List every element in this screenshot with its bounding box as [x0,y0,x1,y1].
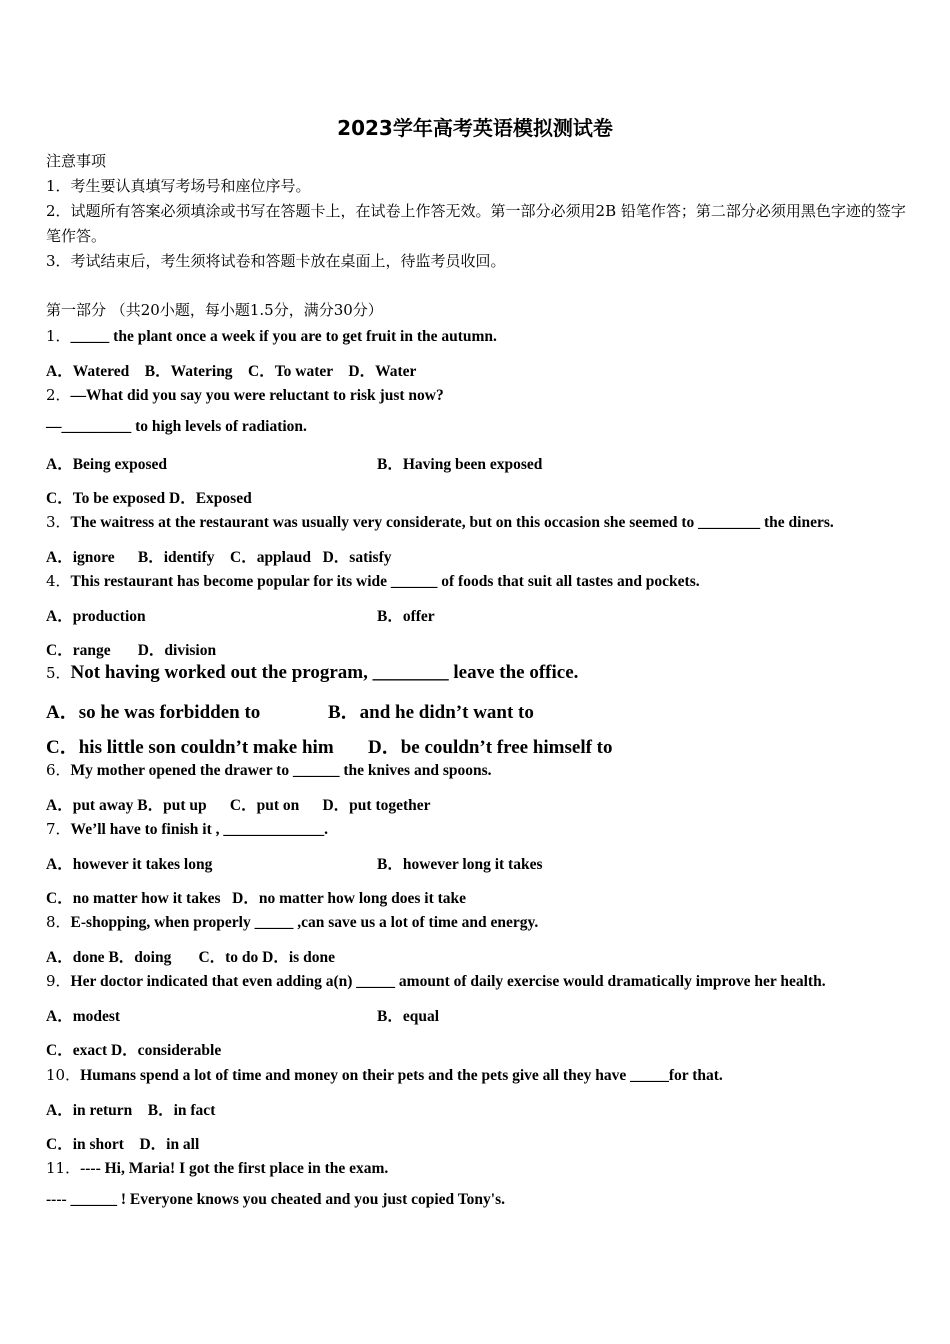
question-5-option-c: C．his little son couldn’t make him [46,737,334,758]
question-number: 6． [46,761,71,779]
question-text: _____ the plant once a week if you are to get fruit in the autumn. [70,328,497,345]
question-2-option-cd: C．To be exposed D．Exposed [46,490,252,507]
question-7-option-a: A．however it takes long [46,856,213,873]
question-5 [46,662,578,684]
notice-item: 2．试题所有答案必须填涂或书写在答题卡上，在试卷上作答无效。第一部分必须用2B 铅笔作答；第二部分必须用黑色字迹的签字笔作答。 [46,202,906,245]
question-text: Not having worked out the program, ________ leave the office. [70,662,579,683]
question-4-option-a: A．production [46,608,146,625]
question-5-option-d: D．be couldn’t free himself to [368,737,613,758]
question-number: 7． [46,820,71,838]
question-9 [46,970,826,991]
question-10-option-ab: A．in return B．in fact [46,1102,216,1119]
question-6-options: A．put away B．put up C．put on D．put together [46,797,431,814]
question-4-option-b: B．offer [377,608,435,625]
question-3-options: A．ignore B．identify C．applaud D．satisfy [46,549,392,566]
question-9-option-b: B．equal [377,1008,440,1025]
question-5-option-b: B．and he didn’t want to [328,702,534,723]
question-text: —What did you say you were reluctant to risk just now? [70,387,444,404]
question-number: 5． [46,664,71,682]
question-number: 9． [46,972,71,990]
question-9-option-cd: C．exact D．considerable [46,1042,222,1059]
question-7-option-cd: C．no matter how it takes D．no matter how long does it take [46,890,467,907]
question-text: This restaurant has become popular for its wide ______ of foods that suit all tastes and pockets. [70,573,700,590]
question-4-option-cd: C．range D．division [46,642,217,659]
question-8-options: A．done B．doing C．to do D．is done [46,949,335,966]
question-text: The waitress at the restaurant was usually very considerate, but on this occasion she seemed to ________ the diners. [70,514,834,531]
question-number: 4． [46,572,71,590]
question-text: Her doctor indicated that even adding a(n) _____ amount of daily exercise would dramatically improve her health. [70,973,826,990]
question-number: 2． [46,386,71,404]
question-5-option-a: A．so he was forbidden to [46,702,261,723]
notice-heading: 注意事项 [46,152,107,170]
question-number: 10． [46,1066,81,1084]
question-text: E-shopping, when properly _____ ,can save us a lot of time and energy. [70,914,539,931]
question-6 [46,759,492,780]
question-2 [46,384,444,405]
question-number: 11． [46,1159,81,1177]
notice-item: 3．考试结束后，考生须将试卷和答题卡放在桌面上，待监考员收回。 [46,252,506,270]
question-text: ---- Hi, Maria! I got the first place in the exam. [80,1160,389,1177]
page-title: 2023学年高考英语模拟测试卷 [337,116,613,140]
question-number: 8． [46,913,71,931]
question-4 [46,570,700,591]
section-heading: 第一部分 （共20小题，每小题1.5分，满分30分） [46,301,383,319]
question-2-option-b: B．Having been exposed [377,456,543,473]
question-9-option-a: A．modest [46,1008,121,1025]
question-2-option-a: A．Being exposed [46,456,167,473]
question-7 [46,818,328,839]
question-10 [46,1064,723,1085]
question-number: 1． [46,327,71,345]
question-2-line2: —_________ to high levels of radiation. [46,418,307,435]
question-text: My mother opened the drawer to ______ the knives and spoons. [70,762,492,779]
question-number: 3． [46,513,71,531]
question-11-line2: ---- ______ ! Everyone knows you cheated and you just copied Tony's. [46,1191,506,1208]
question-text: Humans spend a lot of time and money on their pets and the pets give all they have _____for that. [80,1067,723,1084]
question-1-options: A．Watered B．Watering C．To water D．Water [46,363,417,380]
question-8 [46,911,538,932]
question-text: We’ll have to finish it , _____________. [70,821,329,838]
notice-item: 1．考生要认真填写考场号和座位序号。 [46,177,311,195]
question-7-option-b: B．however long it takes [377,856,543,873]
question-10-option-cd: C．in short D．in all [46,1136,200,1153]
question-11 [46,1157,388,1178]
question-1 [46,325,497,346]
question-3 [46,511,834,532]
